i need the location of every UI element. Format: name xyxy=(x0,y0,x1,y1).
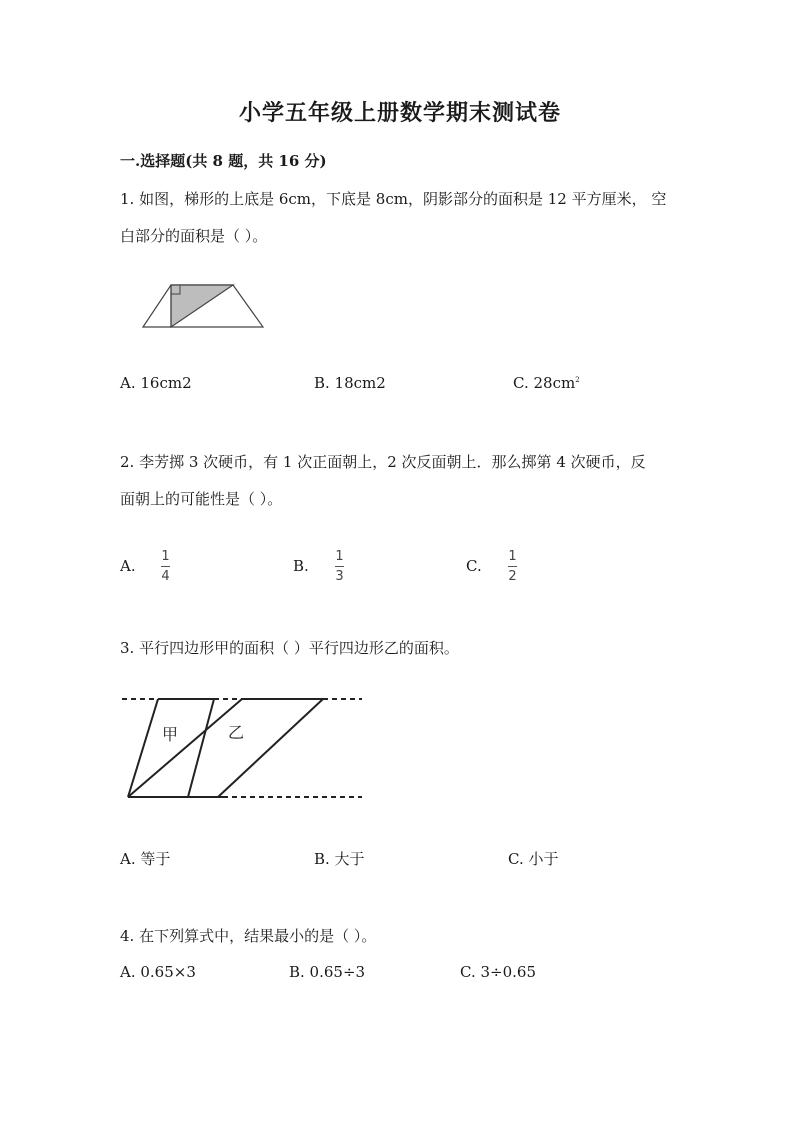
question-1-text-line1: 1. 如图，梯形的上底是 6cm，下底是 8cm，阴影部分的面积是 12 平方厘米， 空 xyxy=(120,190,667,208)
q3-option-b[interactable]: B. 大于 xyxy=(314,850,365,868)
label-yi: 乙 xyxy=(228,723,245,742)
fraction-bar xyxy=(335,566,344,567)
question-4-text: 4. 在下列算式中，结果最小的是（ ）。 xyxy=(120,927,377,945)
jia-right-side xyxy=(188,699,214,797)
question-2-text-line2: 面朝上的可能性是（ ）。 xyxy=(120,490,283,508)
q3-option-c[interactable]: C. 小于 xyxy=(508,850,559,868)
q4-option-a[interactable]: A. 0.65×3 xyxy=(120,963,196,981)
numerator: 1 xyxy=(508,549,517,564)
label-jia: 甲 xyxy=(162,725,179,744)
superscript: 2 xyxy=(575,376,580,384)
q2-option-a-fraction xyxy=(161,550,170,583)
q1-option-c-text: C. 28cm xyxy=(513,374,576,392)
trapezoid-figure xyxy=(140,280,270,332)
parallelogram-figure xyxy=(118,690,368,806)
fraction-bar xyxy=(508,566,517,567)
q2-option-c-fraction xyxy=(508,550,517,583)
q1-option-b[interactable]: B. 18cm2 xyxy=(314,374,386,392)
yi-left-diagonal xyxy=(128,699,245,797)
q2-option-a-letter[interactable]: A. xyxy=(120,557,136,575)
question-3-text: 3. 平行四边形甲的面积（ ）平行四边形乙的面积。 xyxy=(120,639,459,657)
q2-option-b-letter[interactable]: B. xyxy=(293,557,309,575)
fraction-bar xyxy=(161,566,170,567)
q1-option-a[interactable]: A. 16cm2 xyxy=(120,374,192,392)
question-1-text-line2: 白部分的面积是（ ）。 xyxy=(120,227,268,245)
q4-option-b[interactable]: B. 0.65÷3 xyxy=(289,963,366,981)
section-heading: 一.选择题(共 8 题，共 16 分) xyxy=(120,152,327,170)
denominator: 2 xyxy=(508,569,517,584)
page-title: 小学五年级上册数学期末测试卷 xyxy=(238,100,561,126)
q2-option-b-fraction xyxy=(335,550,344,583)
q1-option-c[interactable] xyxy=(513,374,580,392)
yi-right-diagonal xyxy=(218,699,323,797)
numerator: 1 xyxy=(161,549,170,564)
q3-option-a[interactable]: A. 等于 xyxy=(120,850,171,868)
jia-left-side xyxy=(128,699,158,797)
q2-option-c-letter[interactable]: C. xyxy=(466,557,482,575)
q4-option-c[interactable]: C. 3÷0.65 xyxy=(460,963,536,981)
denominator: 4 xyxy=(161,569,170,584)
denominator: 3 xyxy=(335,569,344,584)
numerator: 1 xyxy=(335,549,344,564)
question-2-text-line1: 2. 李芳掷 3 次硬币，有 1 次正面朝上，2 次反面朝上．那么掷第 4 次硬币，反 xyxy=(120,453,646,471)
